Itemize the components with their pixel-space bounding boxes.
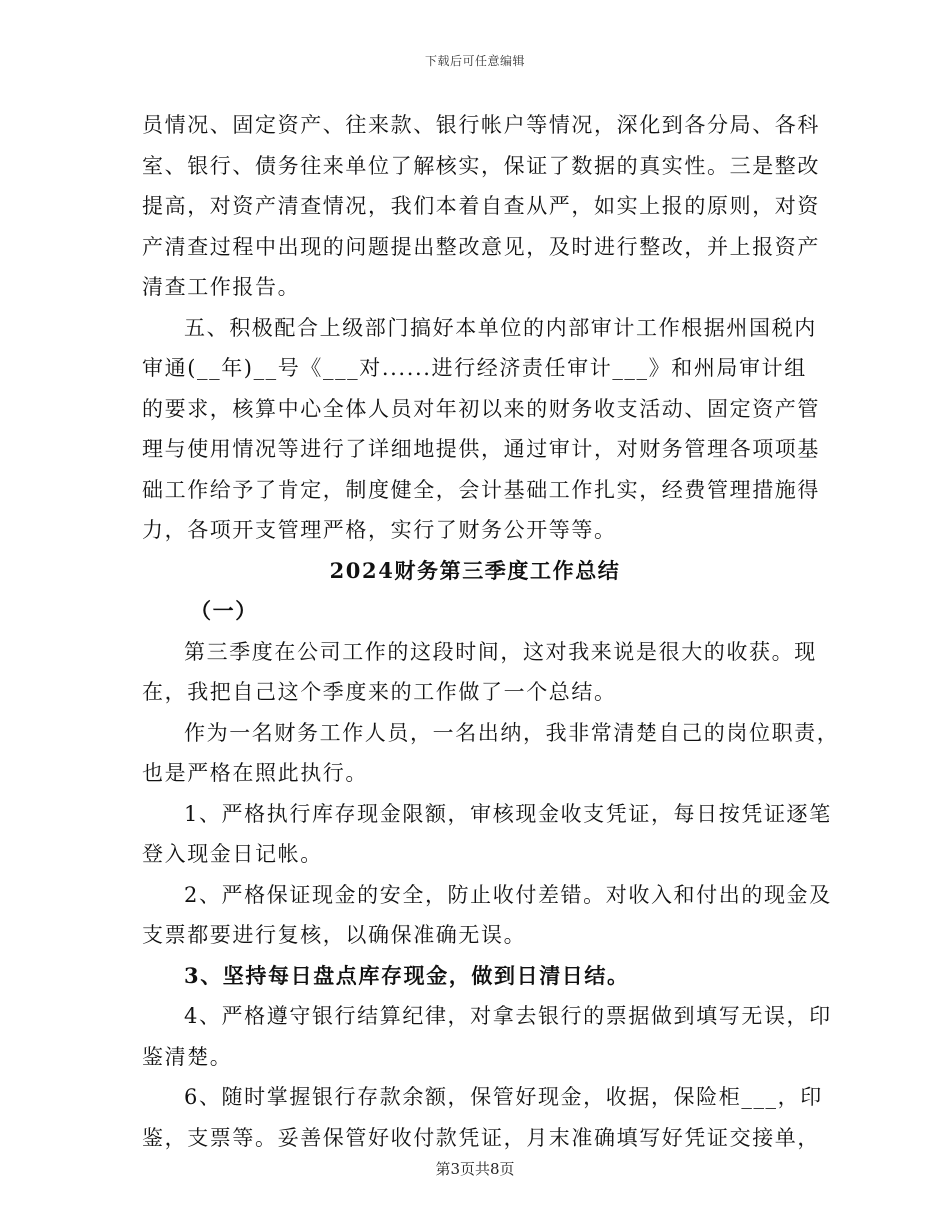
body-line-emphasis: 3、坚持每日盘点库存现金，做到日清日结。 bbox=[184, 962, 630, 988]
body-line: 清查工作报告。 bbox=[142, 275, 301, 299]
body-line: 在，我把自己这个季度来的工作做了一个总结。 bbox=[142, 680, 617, 704]
body-line: 提高，对资产清查情况，我们本着自查从严，如实上报的原则，对资 bbox=[142, 194, 820, 218]
body-line: 登入现金日记帐。 bbox=[142, 842, 323, 866]
body-line: 员情况、固定资产、往来款、银行帐户等情况，深化到各分局、各科 bbox=[142, 113, 820, 137]
body-line: 鉴，支票等。妥善保管好收付款凭证，月末准确填写好凭证交接单， bbox=[142, 1125, 820, 1150]
section-subheading: （一） bbox=[190, 598, 258, 623]
body-line: 产清查过程中出现的问题提出整改意见，及时进行整改，并上报资产 bbox=[142, 234, 820, 259]
body-line: 支票都要进行复核，以确保准确无误。 bbox=[142, 923, 527, 947]
body-line: 鉴清楚。 bbox=[142, 1044, 233, 1069]
body-line: 理与使用情况等进行了详细地提供，通过审计，对财务管理各项项基 bbox=[142, 437, 820, 461]
body-line: 的要求，核算中心全体人员对年初以来的财务收支活动、固定资产管 bbox=[142, 396, 820, 421]
body-line: 4、严格遵守银行结算纪律，对拿去银行的票据做到填写无误，印 bbox=[184, 1004, 832, 1028]
body-line: 审通(__年)__号《___对......进行经济责任审计___》和州局审计组 bbox=[142, 356, 807, 380]
body-line: 五、积极配合上级部门搞好本单位的内部审计工作根据州国税内 bbox=[184, 315, 817, 340]
document-body bbox=[142, 105, 840, 1158]
page-number: 第3页共8页 bbox=[435, 1160, 515, 1178]
body-line: 力，各项开支管理严格，实行了财务公开等等。 bbox=[142, 518, 617, 542]
body-line: 6、随时掌握银行存款余额，保管好现金，收据，保险柜___，印 bbox=[184, 1085, 823, 1109]
body-line: 室、银行、债务往来单位了解核实，保证了数据的真实性。三是整改 bbox=[142, 153, 820, 178]
page-header-note: 下载后可任意编辑 bbox=[424, 54, 525, 68]
section-title: 2024财务第三季度工作总结 bbox=[329, 557, 621, 583]
body-line: 2、严格保证现金的安全，防止收付差错。对收入和付出的现金及 bbox=[184, 882, 832, 907]
body-line: 作为一名财务工作人员，一名出纳，我非常清楚自己的岗位职责， bbox=[184, 720, 840, 745]
body-line: 第三季度在公司工作的这段时间，这对我来说是很大的收获。现 bbox=[184, 639, 817, 664]
body-line: 础工作给予了肯定，制度健全，会计基础工作扎实，经费管理措施得 bbox=[142, 477, 820, 502]
body-line: 1、严格执行库存现金限额，审核现金收支凭证，每日按凭证逐笔 bbox=[184, 801, 832, 826]
body-line: 也是严格在照此执行。 bbox=[142, 761, 368, 785]
